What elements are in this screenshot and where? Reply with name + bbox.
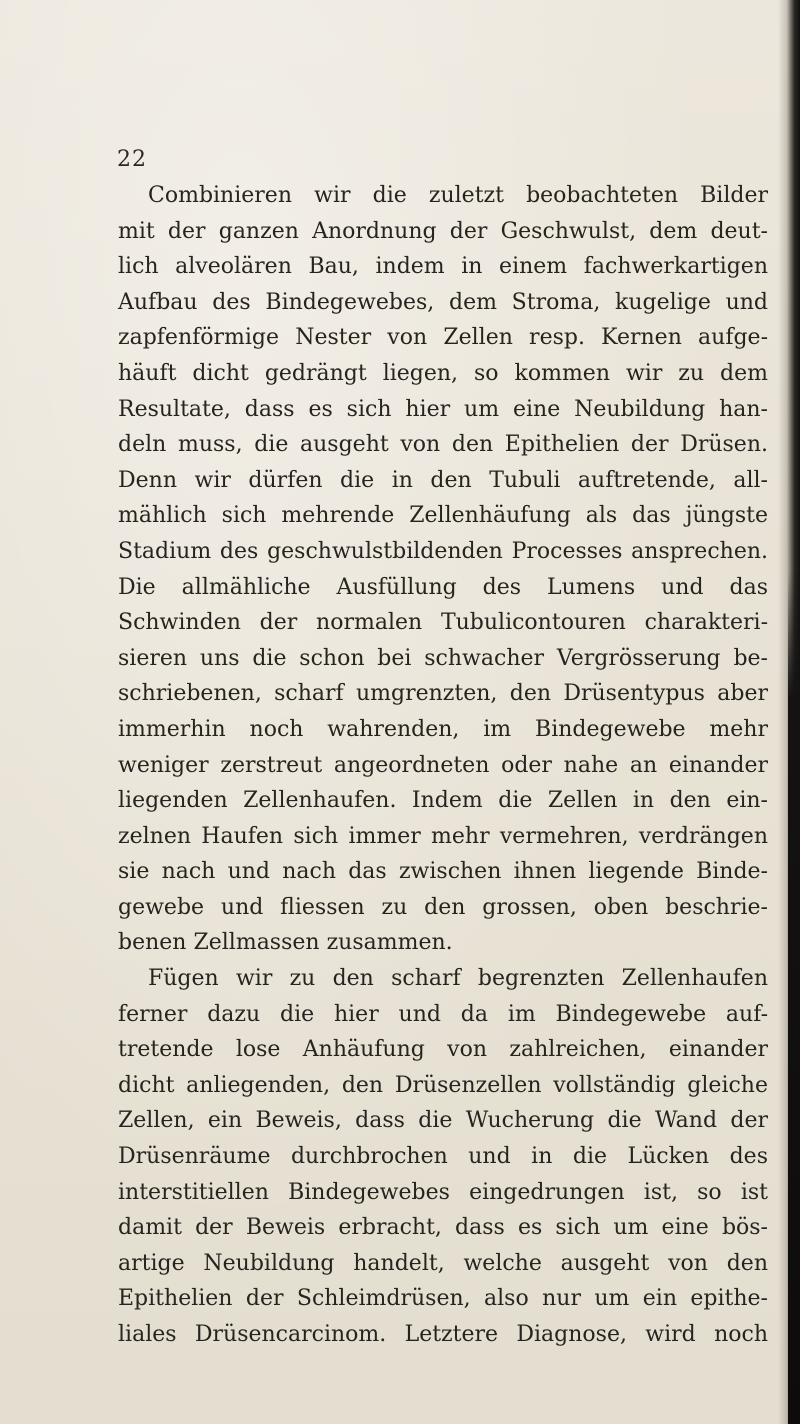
- text-line: sieren uns die schon bei schwacher Vergrösserung be-: [118, 645, 768, 671]
- text-line: immerhin noch wahrenden, im Bindegewebe mehr: [118, 716, 768, 742]
- text-line: Aufbau des Bindegewebes, dem Stroma, kugelige und: [118, 289, 768, 315]
- text-line: lich alveolären Bau, indem in einem fachwerkartigen: [118, 254, 768, 280]
- text-line: Denn wir dürfen die in den Tubuli auftretende, all-: [118, 467, 768, 493]
- text-line: zapfenförmige Nester von Zellen resp. Kernen aufge-: [118, 325, 768, 351]
- text-line: Stadium des geschwulstbildenden Processes ansprechen.: [118, 538, 768, 564]
- text-line: Combinieren wir die zuletzt beobachteten Bilder: [148, 183, 768, 208]
- text-line: mit der ganzen Anordnung der Geschwulst, dem deut-: [118, 218, 768, 244]
- text-line: Drüsenräume durchbrochen und in die Lücken des: [118, 1144, 768, 1170]
- text-line: liegenden Zellenhaufen. Indem die Zellen in den ein-: [118, 788, 768, 814]
- text-line: Fügen wir zu den scharf begrenzten Zellenhaufen: [148, 966, 768, 992]
- text-line: Schwinden der normalen Tubulicontouren charakteri-: [118, 610, 768, 636]
- text-line: gewebe und fliessen zu den grossen, oben beschrie-: [118, 894, 768, 920]
- text-line: Die allmähliche Ausfüllung des Lumens und das: [118, 574, 768, 600]
- text-line: zelnen Haufen sich immer mehr vermehren, verdrängen: [118, 823, 768, 849]
- page-edge-dark-band: [788, 570, 800, 1424]
- text-line: Zellen, ein Beweis, dass die Wucherung die Wand der: [118, 1108, 768, 1134]
- text-line: tretende lose Anhäufung von zahlreichen, einander: [118, 1037, 768, 1063]
- text-line: häuft dicht gedrängt liegen, so kommen wir zu dem: [118, 360, 768, 386]
- text-line: damit der Beweis erbracht, dass es sich um eine bös-: [118, 1215, 768, 1241]
- text-line: weniger zerstreut angeordneten oder nahe an einander: [118, 752, 768, 778]
- text-line: benen Zellmassen zusammen.: [118, 930, 453, 956]
- text-line: liales Drüsencarcinom. Letztere Diagnose, wird noch: [118, 1322, 768, 1347]
- page-number: 22: [117, 147, 147, 172]
- text-line: dicht anliegenden, den Drüsenzellen vollständig gleiche: [118, 1072, 768, 1098]
- body-text: [118, 178, 768, 1353]
- text-line: Resultate, dass es sich hier um eine Neubildung han-: [118, 396, 768, 422]
- text-line: schriebenen, scharf umgrenzten, den Drüsentypus aber: [118, 681, 768, 707]
- text-line: artige Neubildung handelt, welche ausgeht von den: [118, 1250, 768, 1276]
- text-line: mählich sich mehrende Zellenhäufung als das jüngste: [118, 503, 768, 529]
- text-line: ferner dazu die hier und da im Bindegewebe auf-: [118, 1001, 768, 1027]
- text-line: interstitiellen Bindegewebes eingedrungen ist, so ist: [118, 1179, 768, 1205]
- text-line: deln muss, die ausgeht von den Epithelien der Drüsen.: [118, 432, 768, 458]
- text-line: sie nach und nach das zwischen ihnen liegende Binde-: [118, 859, 768, 885]
- text-line: Epithelien der Schleimdrüsen, also nur um ein epithe-: [118, 1286, 768, 1312]
